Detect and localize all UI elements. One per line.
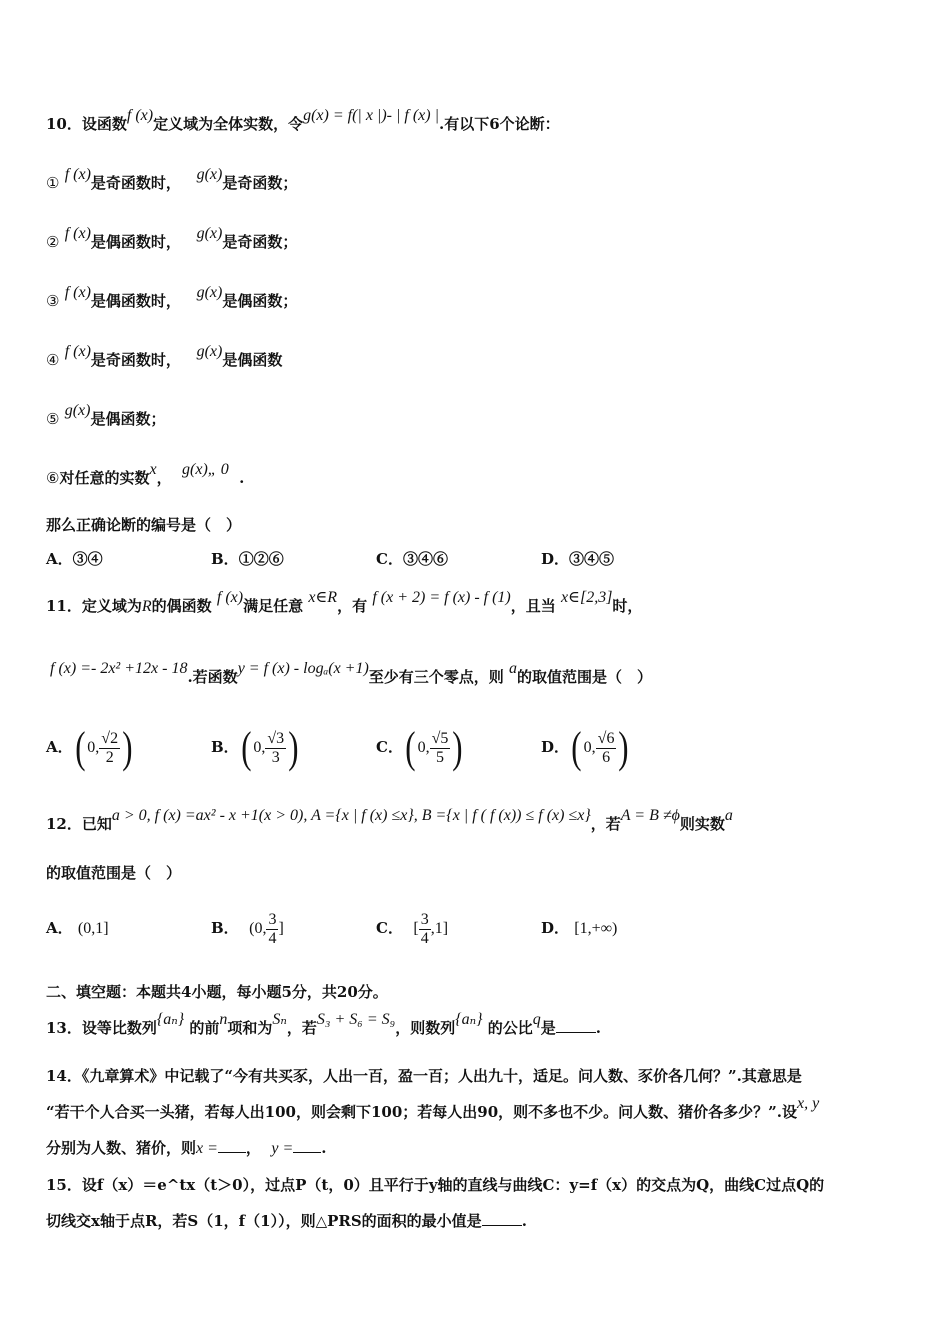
q11-stem: 11．定义域为R的偶函数 f (x)满足任意 x∈R，有 f (x + 2) = f (x) - f (1)，且当 x∈[2,3]时，: [46, 589, 643, 615]
q14-line-2: “若干个人合买一头猪，若每人出100，则会剩下100；若每人出90，则不多也不少。问人数、猪价各多少？”.设x, y: [46, 1095, 820, 1121]
q10-item-5: ⑤ g(x)是偶函数；: [46, 402, 166, 428]
q15-answer-blank[interactable]: [482, 1211, 522, 1226]
q12-stem: 12．已知a > 0, f (x) =ax² - x +1(x > 0), A ={x | f (x) ≤x}, B ={x | f ( f (x)) ≤ f (x) ≤x}，若A = B ≠ϕ则实数a: [46, 807, 733, 833]
q10-options: A．③④ B．①②⑥ C．③④⑥ D．③④⑤: [46, 550, 615, 568]
q15-line-1: 15．设f（x）＝e^tx（t＞0），过点P（t，0）且平行于y轴的直线与曲线C：y=f（x）的交点为Q，曲线C过点Q的: [46, 1176, 825, 1194]
q12-stem-2: 的取值范围是（ ）: [46, 864, 182, 882]
q11-options: A．( 0, $\frac{√2}{2}$ ) B．( 0, $\frac{√3}{3}$ ) C．( 0, $\frac{√5}{5}$ ) D．( 0, $\frac{√6}{6}$ ): [46, 723, 629, 772]
q10-item-1: ① f (x)是奇函数时， g(x)是奇函数；: [46, 166, 298, 192]
q10-item-3: ③ f (x)是偶函数时， g(x)是偶函数；: [46, 284, 298, 310]
q12-options: A． (0,1] B． (0, $\frac{3}{4}$ ] C． [ $\frac{3}{4}$ ,1] D． [1,+∞): [46, 910, 618, 947]
q14-y-blank[interactable]: [293, 1138, 321, 1153]
q14-line-3: 分别为人数、猪价，则x = ， y = .: [46, 1139, 327, 1157]
q10-question: 那么正确论断的编号是（ ）: [46, 516, 242, 534]
q15-line-2: 切线交x轴于点R，若S（1，f（1）），则△PRS的面积的最小值是 .: [46, 1212, 527, 1230]
q10-item-6: ⑥对任意的实数x， g(x)„ 0 .: [46, 461, 245, 487]
q13: 13．设等比数列{aₙ} 的前n项和为Sₙ，若S₃ + S₆ = S₉，则数列{aₙ} 的公比q是 .: [46, 1011, 601, 1037]
q13-answer-blank[interactable]: [556, 1018, 596, 1033]
q10-item-2: ② f (x)是偶函数时， g(x)是奇函数；: [46, 225, 298, 251]
q10-stem: 10．设函数f (x)定义域为全体实数，令g(x) = f(| x |)- | f (x) |.有以下6个论断：: [46, 107, 560, 133]
q10-item-4: ④ f (x)是奇函数时， g(x)是偶函数: [46, 343, 283, 369]
q14-line-1: 14．《九章算术》中记载了“今有共买豕，人出一百，盈一百；人出九十，适足。问人数、豕价各几何？”.其意思是: [46, 1067, 802, 1085]
section-2-heading: 二、填空题：本题共4小题，每小题5分，共20分。: [46, 983, 388, 1001]
q14-x-blank[interactable]: [218, 1138, 246, 1153]
q11-stem-2: f (x) =- 2x² +12x - 18.若函数y = f (x) - logₐ(x +1)至少有三个零点，则 a的取值范围是（ ）: [50, 660, 653, 686]
